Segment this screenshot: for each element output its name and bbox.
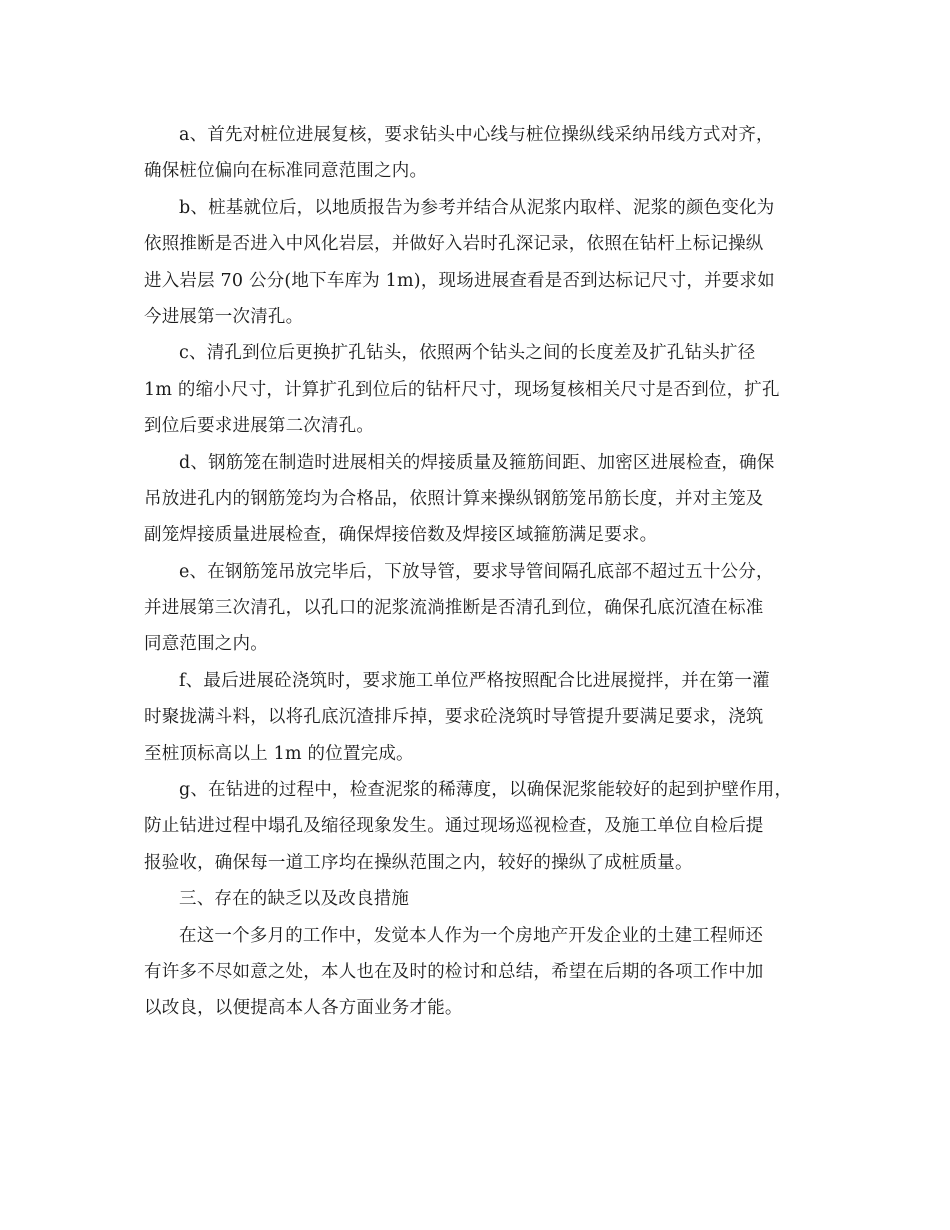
paragraph-line: f、最后进展砼浇筑时，要求施工单位严格按照配合比进展搅拌，并在第一灌 bbox=[179, 670, 770, 691]
paragraph-line: 同意范围之内。 bbox=[144, 634, 268, 655]
paragraph-line: 并进展第三次清孔，以孔口的泥浆流淌推断是否清孔到位，确保孔底沉渣在标准 bbox=[144, 598, 764, 619]
paragraph-line: 副笼焊接质量进展检查，确保焊接倍数及焊接区域箍筋满足要求。 bbox=[144, 525, 658, 546]
paragraph-c bbox=[144, 335, 814, 444]
paragraph-line: 到位后要求进展第二次清孔。 bbox=[144, 416, 375, 437]
paragraph-line: 依照推断是否进入中风化岩层，并做好入岩时孔深记录，依照在钻杆上标记操纵 bbox=[144, 234, 764, 255]
paragraph-line: 至桩顶标高以上 1m 的位置完成。 bbox=[144, 743, 414, 764]
paragraph-line: g、在钻进的过程中，检查泥浆的稀薄度，以确保泥浆能较好的起到护壁作用， bbox=[179, 780, 793, 801]
paragraph-line: c、清孔到位后更换扩孔钻头，依照两个钻头之间的长度差及扩孔钻头扩径 bbox=[179, 343, 756, 364]
paragraph-line: 防止钻进过程中塌孔及缩径现象发生。通过现场巡视检查，及施工单位自检后提 bbox=[144, 816, 764, 837]
paragraph-line: 吊放进孔内的钢筋笼均为合格品，依照计算来操纵钢筋笼吊筋长度，并对主笼及 bbox=[144, 488, 764, 509]
paragraph-line: 确保桩位偏向在标准同意范围之内。 bbox=[144, 161, 428, 182]
paragraph-line: b、桩基就位后，以地质报告为参考并结合从泥浆内取样、泥浆的颜色变化为 bbox=[179, 197, 775, 218]
paragraph-d bbox=[144, 445, 814, 554]
paragraph-line: d、钢筋笼在制造时进展相关的焊接质量及箍筋间距、加密区进展检查，确保 bbox=[179, 452, 775, 473]
section-heading bbox=[144, 881, 814, 917]
document-body bbox=[144, 117, 814, 1027]
paragraph-f bbox=[144, 663, 814, 772]
paragraph-a bbox=[144, 117, 814, 190]
paragraph-line: 报验收，确保每一道工序均在操纵范围之内，较好的操纵了成桩质量。 bbox=[144, 852, 693, 873]
paragraph-line: 今进展第一次清孔。 bbox=[144, 306, 304, 327]
paragraph-line: 进入岩层 70 公分(地下车库为 1m)，现场进展查看是否到达标记尺寸，并要求如 bbox=[144, 270, 775, 291]
paragraph-line: 在这一个多月的工作中，发觉本人作为一个房地产开发企业的土建工程师还 bbox=[179, 925, 764, 946]
paragraph-g bbox=[144, 772, 814, 881]
paragraph-summary bbox=[144, 918, 814, 1027]
paragraph-line: 时聚拢满斗料，以将孔底沉渣排斥掉，要求砼浇筑时导管提升要满足要求，浇筑 bbox=[144, 707, 764, 728]
paragraph-line: 以改良，以便提高本人各方面业务才能。 bbox=[144, 998, 463, 1019]
paragraph-e bbox=[144, 554, 814, 663]
paragraph-line: 有许多不尽如意之处，本人也在及时的检讨和总结，希望在后期的各项工作中加 bbox=[144, 961, 764, 982]
paragraph-b bbox=[144, 190, 814, 336]
section-heading-text: 三、存在的缺乏以及改良措施 bbox=[179, 889, 410, 910]
paragraph-line: e、在钢筋笼吊放完毕后，下放导管，要求导管间隔孔底部不超过五十公分， bbox=[179, 561, 774, 582]
paragraph-line: 1m 的缩小尺寸，计算扩孔到位后的钻杆尺寸，现场复核相关尺寸是否到位，扩孔 bbox=[144, 379, 780, 400]
paragraph-line: a、首先对桩位进展复核，要求钻头中心线与桩位操纵线采纳吊线方式对齐， bbox=[179, 125, 774, 145]
